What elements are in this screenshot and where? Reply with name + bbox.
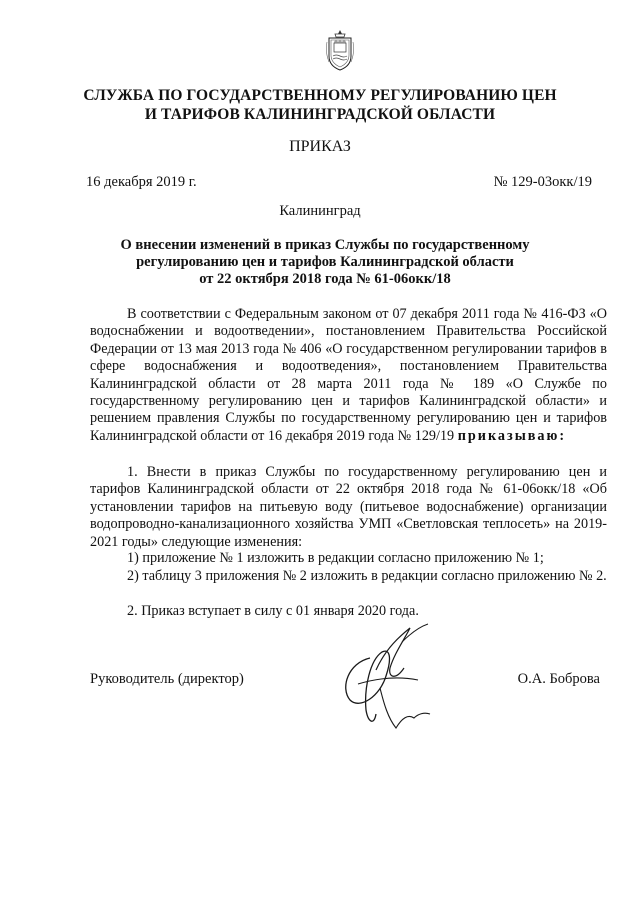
subject-line-1: О внесении изменений в приказ Службы по государственному xyxy=(120,237,530,253)
intro-text: В соответствии с Федеральным законом от 07 декабря 2011 года № 416-ФЗ «О водоснабжении и водоотведении», постановлением Правительства Российской Федерации от 13 мая 2013 года № 406 «О государственном регулировании тарифов в сфере водоснабжения и водоотведения», постановлением Правительства Калининградской области от 28 марта 2011 года № 189 «О Службе по государственному регулированию цен и тарифов Калининградской области» и решением правления Службы по государственному регулированию цен и тарифов Калининградской области от 16 декабря 2019 года № 129/19 xyxy=(90,306,607,444)
coat-of-arms-icon xyxy=(325,28,355,72)
organization-name xyxy=(60,86,580,124)
signatory-name: О.А. Боброва xyxy=(517,671,600,687)
item-1-paragraph: 1. Внести в приказ Службы по государственному регулированию цен и тарифов Калининградской области от 22 октября 2018 года № 61-06окк/18 «Об установлении тарифов на питьевую воду (питьевое водоснабжение) организации водопроводно-канализационного хозяйства УМП «Светловская теплосеть» на 2019-2021 годы» следующие изменения: xyxy=(90,464,607,550)
document-date: 16 декабря 2019 г. xyxy=(86,174,197,190)
org-line-2: И ТАРИФОВ КАЛИНИНГРАДСКОЙ ОБЛАСТИ xyxy=(144,106,496,123)
document-number: № 129-03окк/19 xyxy=(493,174,592,190)
subitem-2-paragraph: 2) таблицу 3 приложения № 2 изложить в редакции согласно приложению № 2. xyxy=(127,568,607,584)
org-line-1: СЛУЖБА ПО ГОСУДАРСТВЕННОМУ РЕГУЛИРОВАНИЮ ЦЕН xyxy=(83,87,557,104)
signatory-role: Руководитель (директор) xyxy=(90,671,244,687)
order-word: приказываю: xyxy=(457,427,567,444)
document-subject xyxy=(90,237,560,288)
document-city: Калининград xyxy=(279,203,361,219)
handwritten-signature xyxy=(318,618,448,736)
subject-line-2: регулированию цен и тарифов Калининградской области xyxy=(136,254,514,270)
document-type: ПРИКАЗ xyxy=(289,138,351,155)
subitem-1-paragraph: 1) приложение № 1 изложить в редакции согласно приложению № 1; xyxy=(127,550,544,566)
item-2-paragraph: 2. Приказ вступает в силу с 01 января 2020 года. xyxy=(127,603,419,619)
intro-paragraph xyxy=(90,306,607,445)
subject-line-3: от 22 октября 2018 года № 61-06окк/18 xyxy=(199,271,451,287)
